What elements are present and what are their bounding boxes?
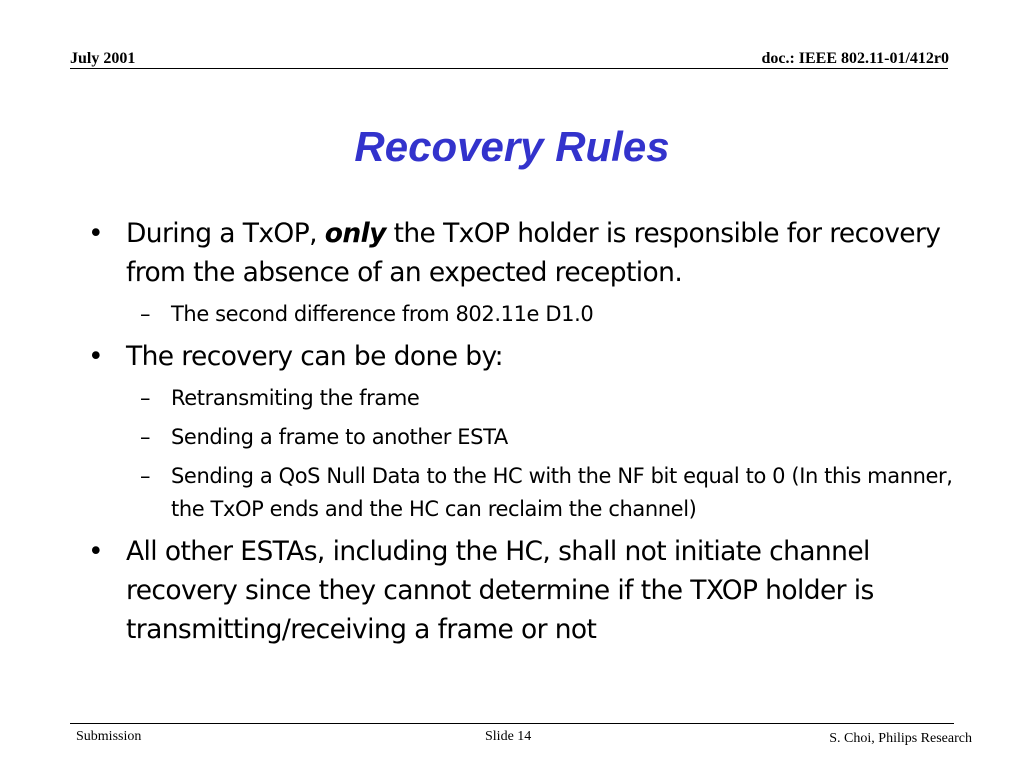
sub-bullet-dash: –: [140, 464, 151, 488]
bullet-2-sub-2: [84, 421, 974, 454]
bullet-1: [84, 214, 974, 292]
header-doc-id: doc.: IEEE 802.11-01/412r0: [761, 50, 949, 67]
footer-submission: Submission: [76, 729, 142, 744]
bullet-dot: •: [88, 218, 104, 249]
bullet-1-sub-1-text: The second difference from 802.11e D1.0: [171, 302, 594, 326]
footer-slide-number: Slide 14: [485, 729, 532, 744]
bullet-3: [84, 532, 974, 649]
footer-author: S. Choi, Philips Research: [829, 731, 972, 746]
bullet-2-sub-1-text: Retransmiting the frame: [171, 386, 420, 410]
bullet-1-prefix: During a TxOP,: [126, 218, 325, 249]
slide-body: [84, 214, 974, 655]
bullet-dot: •: [88, 341, 104, 372]
bullet-3-text: All other ESTAs, including the HC, shall not initiate channel recovery since they cannot determine if the TXOP holder is transmitting/receiving a frame or not: [126, 536, 874, 645]
sub-bullet-dash: –: [140, 386, 151, 410]
bullet-2-text: The recovery can be done by:: [126, 341, 503, 372]
sub-bullet-dash: –: [140, 425, 151, 449]
slide-title: Recovery Rules: [354, 123, 670, 170]
bullet-2-sub-1: [84, 382, 974, 415]
bullet-dot: •: [88, 536, 104, 567]
sub-bullet-dash: –: [140, 302, 151, 326]
header-divider: [70, 68, 948, 69]
bullet-1-sub-1: [84, 298, 974, 331]
bullet-2-sub-2-text: Sending a frame to another ESTA: [171, 425, 508, 449]
bullet-2-sub-3-text: Sending a QoS Null Data to the HC with the NF bit equal to 0 (In this manner, the TxOP ends and the HC can reclaim the channel): [171, 464, 953, 521]
footer-divider: [70, 723, 954, 724]
bullet-1-emphasis: only: [324, 218, 386, 249]
bullet-2-sub-3: [84, 460, 974, 526]
bullet-1-suffix: the TxOP holder is responsible for recovery from the absence of an expected reception.: [126, 218, 941, 288]
header-date: July 2001: [70, 50, 136, 67]
bullet-2: [84, 337, 974, 376]
